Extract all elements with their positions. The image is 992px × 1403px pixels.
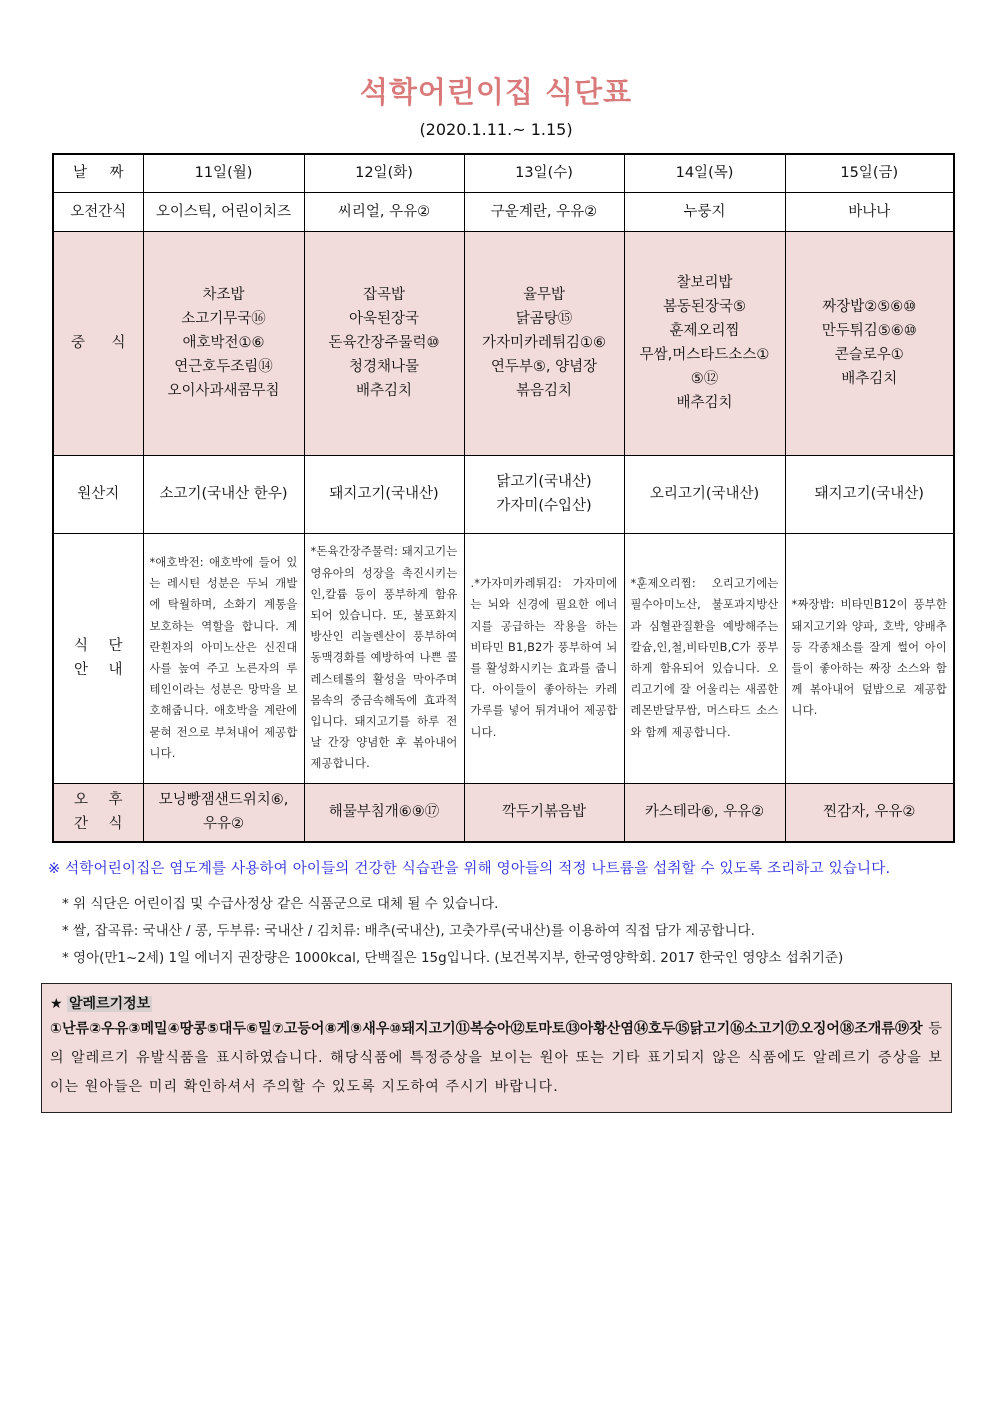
row-label-origin: 원산지 xyxy=(53,455,143,533)
page-title: 석학어린이집 식단표 xyxy=(359,75,633,109)
allergen-list: ①난류②우유③메밀④땅콩⑤대두⑥밀⑦고등어⑧게⑨새우⑩돼지고기⑪복숭아⑫토마토⑬아황산염⑭호두⑮닭고기⑯소고기⑰오징어⑱조개류⑲잣 xyxy=(50,1021,923,1037)
origin-cell: 소고기(국내산 한우) xyxy=(143,455,304,533)
guide-cell: *애호박전: 애호박에 들어 있는 레시틴 성분은 두뇌 개발에 탁월하며, 소화기 계통을 보호하는 역할을 합니다. 계란흰자의 아미노산은 신진대사를 높여 주고 노른자의 루테인이라는 성분은 망막을 보호해줍니다. 애호박을 계란에 묻혀 전으로 부쳐내어 제공합니다. xyxy=(143,533,304,783)
sodium-notice: ※ 석학어린이집은 염도계를 사용하여 아이들의 건강한 식습관을 위해 영아들의 적정 나트륨을 섭취할 수 있도록 조리하고 있습니다. xyxy=(48,861,891,877)
dish: 연근호두조림⑭ xyxy=(174,359,273,375)
lunch-cell xyxy=(304,231,464,455)
dish: 배추김치 xyxy=(676,395,733,411)
date-cell: 14일(목) xyxy=(624,154,785,192)
guide-cell: .*가자미카레튀김: 가자미에는 뇌와 신경에 필요한 에너지를 공급하는 작용을 하는 비타민 B1,B2가 풍부하여 뇌를 활성화시키는 효과를 줍니다. 아이들이 좋아하는 카레 가루를 넣어 튀겨내어 제공합니다. xyxy=(464,533,624,783)
allergy-info-box xyxy=(41,983,952,1113)
morning-snack-cell: 오이스틱, 어린이치즈 xyxy=(143,192,304,231)
dish: 봄동된장국⑤ xyxy=(662,299,747,315)
dish: 찰보리밥 xyxy=(676,275,733,291)
row-morning-snack xyxy=(53,192,954,231)
dish: 닭곰탕⑮ xyxy=(515,311,573,327)
allergy-description: 등의 알레르기 유발식품을 표시하였습니다. 해당식품에 특정증상을 보이는 원아 또는 기타 표기되지 않은 식품에도 알레르기 증상을 보이는 원아들은 미리 확인하셔서 주의할 수 있도록 지도하여 주시기 바랍니다. xyxy=(50,1021,943,1095)
row-date xyxy=(53,154,954,192)
dish: 볶음김치 xyxy=(515,383,573,399)
dish: 잡곡밥 xyxy=(362,287,406,303)
date-cell: 12일(화) xyxy=(304,154,464,192)
dish: 차조밥 xyxy=(202,287,245,303)
row-label-morning-snack: 오전간식 xyxy=(53,192,143,231)
row-label-afternoon-snack: 오 후 간 식 xyxy=(53,783,143,842)
dish: 훈제오리찜 xyxy=(669,323,740,339)
allergy-heading-label: 알레르기정보 xyxy=(69,996,151,1012)
afternoon-snack-cell: 깍두기볶음밥 xyxy=(464,783,624,842)
dish: 콘슬로우① xyxy=(834,347,904,363)
date-cell: 13일(수) xyxy=(464,154,624,192)
menu-period: (2020.1.11.~ 1.15) xyxy=(419,120,573,139)
dish: ⑤⑫ xyxy=(690,371,719,387)
row-afternoon-snack xyxy=(53,783,954,842)
allergy-text xyxy=(50,1015,943,1102)
morning-snack-cell: 구운계란, 우유② xyxy=(464,192,624,231)
morning-snack-cell: 씨리얼, 우유② xyxy=(304,192,464,231)
afternoon-snack-cell: 모닝빵잼샌드위치⑥, 우유② xyxy=(143,783,304,842)
row-menu-guide xyxy=(53,533,954,783)
origin-cell: 돼지고기(국내산) xyxy=(785,455,954,533)
morning-snack-cell: 바나나 xyxy=(785,192,954,231)
weekly-menu-table xyxy=(52,153,955,843)
note-item: * 쌀, 잡곡류: 국내산 / 콩, 두부류: 국내산 / 김치류: 배추(국내산), 고춧가루(국내산)를 이용하여 직접 담가 제공합니다. xyxy=(62,923,755,939)
origin-cell: 돼지고기(국내산) xyxy=(304,455,464,533)
lunch-cell xyxy=(624,231,785,455)
row-origin xyxy=(53,455,954,533)
guide-cell: *훈제오리찜: 오리고기에는 필수아미노산, 불포과지방산과 심혈관질환을 예방해주는 칼슘,인,철,비타민B,C가 풍부하게 함유되어 있습니다. 오리고기에 잘 어울리는 새콤한 레몬반달무쌈, 머스타드 소스와 함께 제공합니다. xyxy=(624,533,785,783)
afternoon-snack-cell: 해물부침개⑥⑨⑰ xyxy=(304,783,464,842)
dish: 배추김치 xyxy=(841,371,898,387)
date-cell: 11일(월) xyxy=(143,154,304,192)
lunch-cell xyxy=(143,231,304,455)
row-label-lunch: 중 식 xyxy=(53,231,143,455)
morning-snack-cell: 누룽지 xyxy=(624,192,785,231)
note-item: * 위 식단은 어린이집 및 수급사정상 같은 식품군으로 대체 될 수 있습니다. xyxy=(62,896,499,912)
row-lunch xyxy=(53,231,954,455)
guide-cell: *짜장밥: 비타민B12이 풍부한 돼지고기와 양파, 호박, 양배추 등 각종채소를 잘게 썰어 아이들이 좋아하는 짜장 소스와 함께 볶아내어 덮밥으로 제공합니다. xyxy=(785,533,954,783)
date-cell: 15일(금) xyxy=(785,154,954,192)
dish: 오이사과새콤무침 xyxy=(167,383,280,399)
dish: 배추김치 xyxy=(355,383,413,399)
lunch-cell xyxy=(464,231,624,455)
dish: 가자미카레튀김①⑥ xyxy=(481,335,607,351)
dish: 연두부⑤, 양념장 xyxy=(490,359,598,375)
afternoon-snack-cell: 찐감자, 우유② xyxy=(785,783,954,842)
dish: 짜장밥②⑤⑥⑩ xyxy=(822,299,917,315)
row-label-menu-guide: 식 단 안 내 xyxy=(53,533,143,783)
dish: 돈육간장주물럭⑩ xyxy=(328,335,440,351)
origin-cell: 닭고기(국내산) 가자미(수입산) xyxy=(464,455,624,533)
note-item: * 영아(만1~2세) 1일 에너지 권장량은 1000kcal, 단백질은 15g입니다. (보건복지부, 한국영양학회. 2017 한국인 영양소 섭취기준) xyxy=(62,950,844,966)
dish: 아욱된장국 xyxy=(348,311,420,327)
afternoon-snack-cell: 카스테라⑥, 우유② xyxy=(624,783,785,842)
dish: 만두튀김⑤⑥⑩ xyxy=(821,323,917,339)
dish: 소고기무국⑯ xyxy=(181,311,266,327)
allergy-heading xyxy=(50,993,943,1015)
guide-cell: *돈육간장주물럭: 돼지고기는 영유아의 성장을 촉진시키는 인,칼륨 등이 풍부하게 함유되어 있습니다. 또, 불포화지방산인 리놀렌산이 풍부하여 동맥경화를 예방하여 나쁜 콜레스테롤의 활성을 막아주며 몸속의 중금속해독에 효과적입니다. 돼지고기를 하루 전날 간장 양념한 후 볶아내어 제공합니다. xyxy=(304,533,464,783)
dish: 청경채나물 xyxy=(348,359,420,375)
dish: 율무밥 xyxy=(522,287,566,303)
origin-cell: 오리고기(국내산) xyxy=(624,455,785,533)
dish: 애호박전①⑥ xyxy=(182,335,265,351)
lunch-cell xyxy=(785,231,954,455)
dish: 무쌈,머스타드소스① xyxy=(639,347,770,363)
row-label-date: 날 짜 xyxy=(53,154,143,192)
star-icon: ★ xyxy=(50,996,63,1012)
